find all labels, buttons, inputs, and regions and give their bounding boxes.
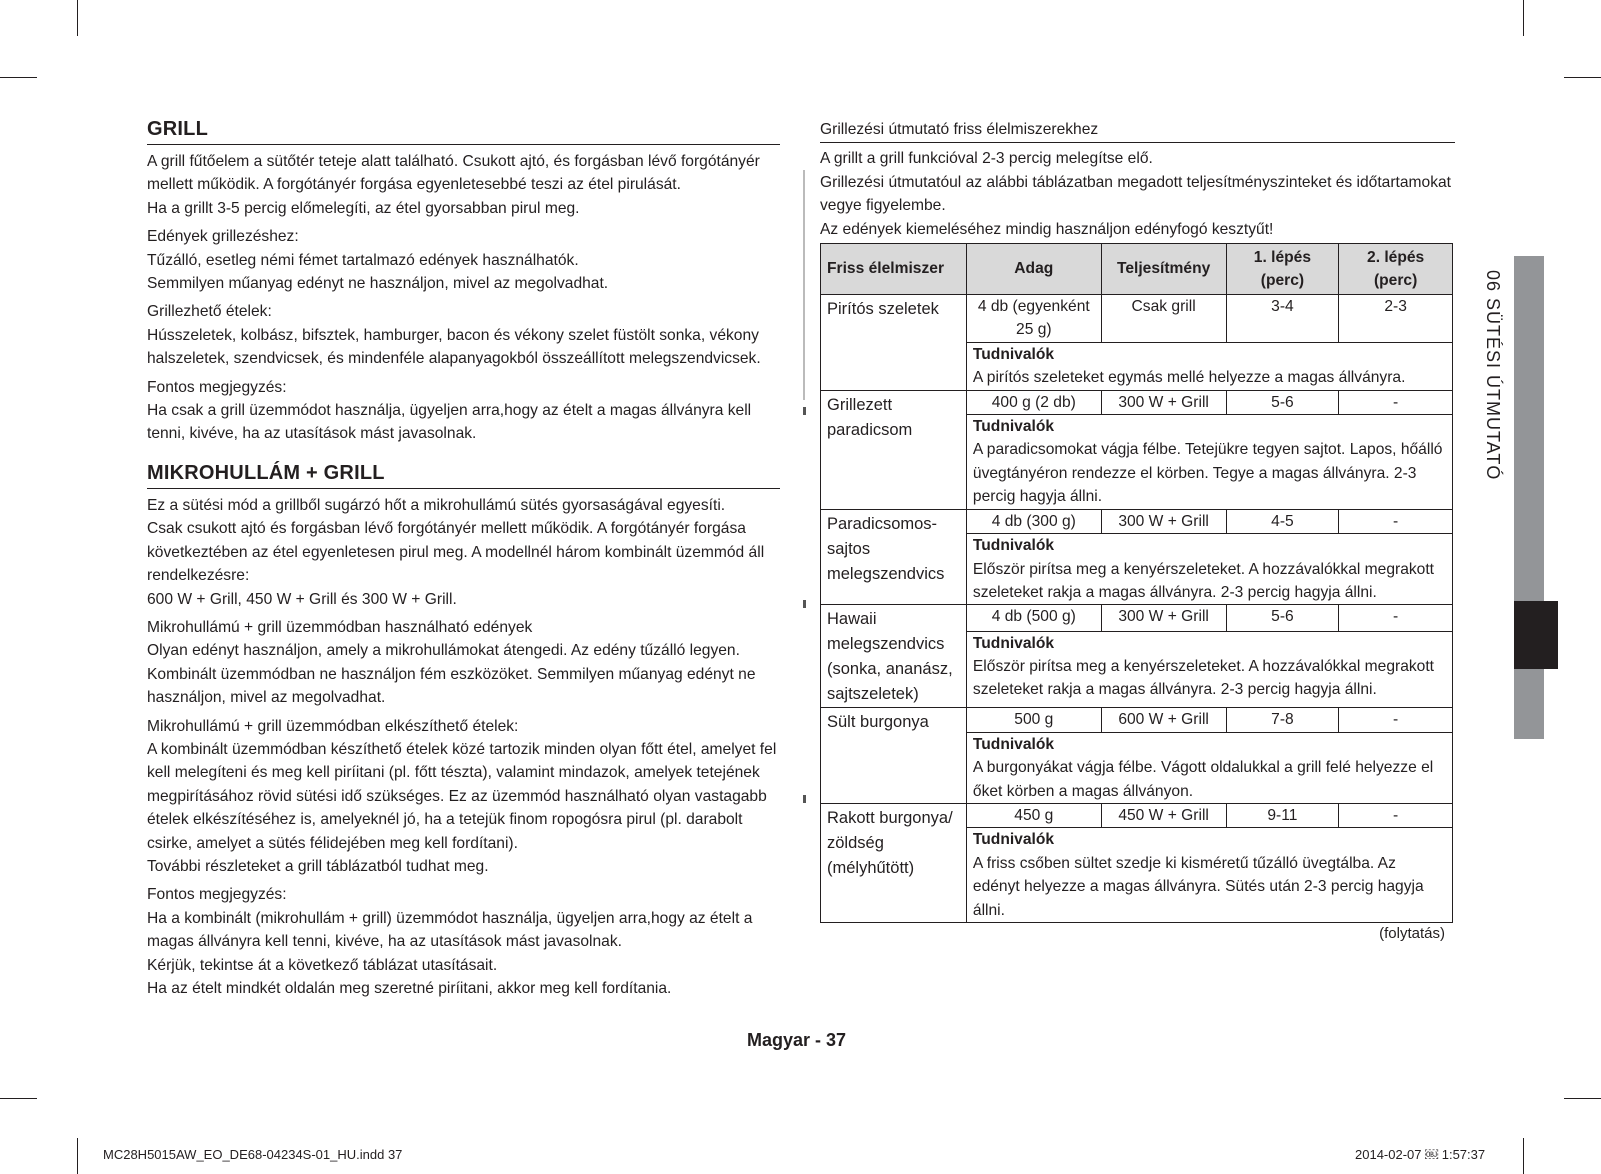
note-cell	[966, 534, 1452, 605]
mg-foods-paragraph: További részleteket a grill táblázatból tudhat meg.	[147, 857, 489, 875]
crop-mark	[0, 77, 37, 78]
mg-dishes-paragraph: Olyan edényt használjon, amely a mikrohullámokat átengedi. Az edény tűzálló legyen. Kombinált üzemmódban ne használjon fém eszközöket. Semmilyen műanyag edényt ne használjon, mivel az megolvadhat.	[147, 642, 756, 707]
food-cell: Pirítós szeletek	[821, 295, 967, 391]
header-food: Friss élelmiszer	[821, 244, 967, 295]
note-subheading: Fontos megjegyzés:	[147, 378, 287, 396]
crop-mark	[1564, 1098, 1601, 1099]
gutter-mark	[803, 600, 806, 608]
mg-foods-subheading: Mikrohullámú + grill üzemmódban elkészíthető ételek:	[147, 717, 519, 735]
crop-mark	[77, 1138, 78, 1174]
micro-grill-paragraph: Ez a sütési mód a grillből sugárzó hőt a mikrohullámú sütés gyorsaságával egyesíti.	[147, 496, 726, 514]
micro-grill-paragraph: 600 W + Grill, 450 W + Grill és 300 W + Grill.	[147, 590, 457, 608]
crop-mark	[1523, 1138, 1524, 1174]
note-label: Tudnivalók	[972, 537, 1055, 555]
note-text: A pirítós szeleteket egymás mellé helyezze a magas állványra.	[972, 369, 1406, 387]
step1-cell: 3-4	[1226, 295, 1339, 343]
mg-foods-paragraph: A kombinált üzemmódban készíthető ételek közé tartozik minden olyan főtt étel, amelyet fel kell melegíteni és meg kell piríitani (pl. főtt tészta), valamint mindazok, amelyek tetejének megpirításához rövid sütési idő szükséges. Ez az üzemmód használható olyan vastagabb ételek elkészítéséhez is, amelyeknél jó, ha a tetejük finom ropogósra pirul (pl. darabolt csirke, amelyet a sütés félidejében meg kell fordítani).	[147, 740, 777, 852]
dishes-paragraph: Tűzálló, esetleg némi fémet tartalmazó edények használhatók.	[147, 251, 579, 269]
note-label: Tudnivalók	[972, 345, 1055, 363]
left-column	[147, 118, 780, 1000]
note-text: A burgonyákat vágja félbe. Vágott oldalukkal a grill felé helyezze el őket körben a magas állványon.	[972, 759, 1434, 800]
gutter-mark	[803, 407, 806, 415]
crop-mark	[1564, 77, 1601, 78]
step1-cell: 4-5	[1226, 509, 1339, 533]
mg-note-paragraph: Kérjük, tekintse át a következő táblázat utasításait.	[147, 956, 498, 974]
portion-cell: 450 g	[966, 803, 1101, 827]
table-row	[821, 509, 1453, 533]
foods-subheading: Grillezhető ételek:	[147, 303, 272, 321]
note-text: Először pirítsa meg a kenyérszeleteket. A hozzávalókkal megrakott szeleteket rakja a magas állványra. 2-3 percig hagyja állni.	[972, 560, 1435, 601]
side-tab-marker	[1514, 601, 1558, 669]
step2-cell: -	[1339, 390, 1453, 414]
food-cell: Rakott burgonya/ zöldség (mélyhűtött)	[821, 803, 967, 922]
step1-cell: 9-11	[1226, 803, 1339, 827]
step1-cell: 7-8	[1226, 708, 1339, 732]
power-cell: 300 W + Grill	[1101, 605, 1226, 631]
guide-paragraph: A grillt a grill funkcióval 2-3 percig melegítse elő.	[820, 150, 1153, 168]
guide-paragraph: Grillezési útmutatóul az alábbi táblázatban megadott teljesítményszinteket és időtartamokat vegye figyelembe.	[820, 173, 1452, 215]
note-cell	[966, 342, 1452, 390]
mg-note-paragraph: Ha a kombinált (mikrohullám + grill) üzemmódot használja, ügyeljen arra,hogy az ételt a magas állványra kell tenni, kivéve, ha az utasítások mást javasolnak.	[147, 909, 753, 951]
portion-cell: 400 g (2 db)	[966, 390, 1101, 414]
dishes-subheading: Edények grillezéshez:	[147, 228, 299, 246]
gutter-mark	[803, 795, 806, 803]
crop-mark	[1523, 0, 1524, 36]
page-number: Magyar - 37	[747, 1030, 847, 1050]
crop-mark	[77, 0, 78, 36]
food-cell: Paradicsomos-sajtos melegszendvics	[821, 509, 967, 605]
foods-paragraph: Hússzeletek, kolbász, bifsztek, hamburger, bacon és vékony szelet füstölt sonka, vékony halszeletek, szendvicsek, és mindenféle alapanyagokból összeállított melegszendvicsek.	[147, 326, 761, 368]
micro-grill-heading: MIKROHULLÁM + GRILL	[147, 462, 780, 489]
gutter-line	[803, 170, 805, 400]
header-power: Teljesítmény	[1101, 244, 1226, 295]
mg-dishes-subheading: Mikrohullámú + grill üzemmódban használható edények	[147, 618, 533, 636]
continued-label: (folytatás)	[1379, 924, 1445, 942]
step2-cell: -	[1339, 708, 1453, 732]
note-label: Tudnivalók	[972, 831, 1055, 849]
table-row	[821, 708, 1453, 732]
slug-file: MC28H5015AW_EO_DE68-04234S-01_HU.indd 37	[103, 1147, 403, 1162]
table-header-row	[821, 244, 1453, 295]
portion-cell: 4 db (egyenként 25 g)	[966, 295, 1101, 343]
power-cell: 300 W + Grill	[1101, 509, 1226, 533]
note-cell	[966, 828, 1452, 923]
note-paragraph: Ha csak a grill üzemmódot használja, ügyeljen arra,hogy az ételt a magas állványra kell tenni, kivéve, ha az utasítások mást javasolnak.	[147, 402, 752, 443]
power-cell: 450 W + Grill	[1101, 803, 1226, 827]
step2-cell: 2-3	[1339, 295, 1453, 343]
header-step2: 2. lépés (perc)	[1339, 244, 1453, 295]
step2-cell: -	[1339, 509, 1453, 533]
crop-mark	[0, 1098, 37, 1099]
note-label: Tudnivalók	[972, 735, 1055, 753]
mg-note-paragraph: Ha az ételt mindkét oldalán meg szeretné piríitani, akkor meg kell fordítania.	[147, 980, 672, 997]
food-cell: Hawaii melegszendvics (sonka, ananász, sajtszeletek)	[821, 605, 967, 708]
food-cell: Sült burgonya	[821, 708, 967, 804]
food-cell: Grillezett paradicsom	[821, 390, 967, 509]
grill-paragraph: A grill fűtőelem a sütőtér teteje alatt található. Csukott ajtó, és forgásban lévő forgótányér mellett működik. A forgótányér forgása egyenletesebbé teszi az étel pirulását.	[147, 153, 760, 194]
header-portion: Adag	[966, 244, 1101, 295]
portion-cell: 4 db (500 g)	[966, 605, 1101, 631]
guide-paragraph: Az edények kiemeléséhez mindig használjon edényfogó kesztyűt!	[820, 220, 1274, 238]
dishes-paragraph: Semmilyen műanyag edényt ne használjon, mivel az megolvadhat.	[147, 275, 609, 293]
grill-paragraph: Ha a grillt 3-5 percig előmelegíti, az étel gyorsabban pirul meg.	[147, 199, 580, 217]
mg-note-subheading: Fontos megjegyzés:	[147, 886, 287, 904]
note-cell	[966, 415, 1452, 510]
power-cell: 300 W + Grill	[1101, 390, 1226, 414]
grill-heading: GRILL	[147, 118, 780, 145]
grill-guide-title: Grillezési útmutató friss élelmiszerekhez	[820, 118, 1455, 143]
step2-cell: -	[1339, 605, 1453, 631]
note-label: Tudnivalók	[972, 634, 1055, 652]
step1-cell: 5-6	[1226, 390, 1339, 414]
table-row	[821, 390, 1453, 414]
step2-cell: -	[1339, 803, 1453, 827]
note-label: Tudnivalók	[972, 418, 1055, 436]
note-cell	[966, 631, 1452, 708]
power-cell: 600 W + Grill	[1101, 708, 1226, 732]
note-cell	[966, 732, 1452, 803]
note-text: Először pirítsa meg a kenyérszeleteket. A hozzávalókkal megrakott szeleteket rakja a magas állványra. 2-3 percig hagyja állni.	[972, 658, 1435, 699]
portion-cell: 4 db (300 g)	[966, 509, 1101, 533]
note-text: A paradicsomokat vágja félbe. Tetejükre tegyen sajtot. Lapos, hőálló üvegtányéron rendezze el körben. Tegye a magas állványra. 2-3 percig hagyja állni.	[972, 441, 1443, 506]
power-cell: Csak grill	[1101, 295, 1226, 343]
table-row	[821, 605, 1453, 631]
table-row	[821, 803, 1453, 827]
portion-cell: 500 g	[966, 708, 1101, 732]
side-tab-label: 06 SÜTÉSI ÚTMUTATÓ	[1483, 270, 1503, 481]
header-step1: 1. lépés (perc)	[1226, 244, 1339, 295]
micro-grill-paragraph: Csak csukott ajtó és forgásban lévő forgótányér mellett működik. A forgótányér forgása következtében az étel egyenletesen pirul meg. A modellnél három kombinált üzemmód áll rendelkezésre:	[147, 520, 765, 585]
right-column	[820, 118, 1455, 942]
grill-guide-table	[820, 243, 1453, 923]
note-text: A friss csőben sültet szedje ki kisméretű tűzálló üvegtálba. Az edényt helyezze a magas állványra. Sütés után 2-3 percig hagyja állni.	[972, 854, 1424, 919]
table-row	[821, 295, 1453, 343]
slug-date: 2014-02-07 ￼ 1:57:37	[1355, 1147, 1486, 1162]
step1-cell: 5-6	[1226, 605, 1339, 631]
